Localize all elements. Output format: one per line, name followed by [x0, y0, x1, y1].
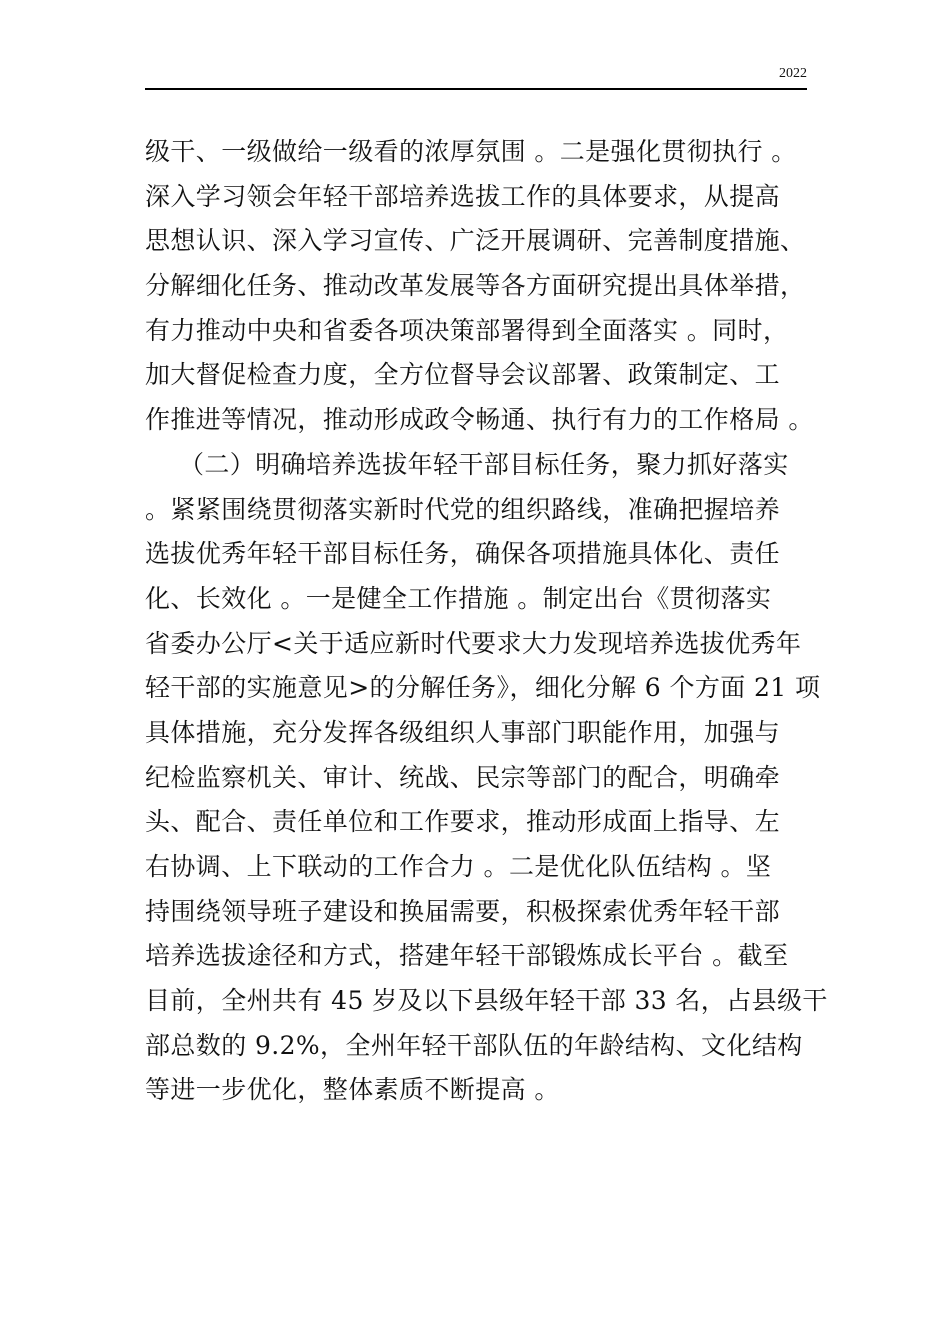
text-line: 有力推动中央和省委各项决策部署得到全面落实 。同时，: [145, 315, 789, 345]
text-line: 轻干部的实施意见>的分解任务》，细化分解 6 个方面 21 项: [145, 673, 821, 703]
header-year: 2022: [779, 66, 807, 81]
text-line: 持围绕领导班子建设和换届需要，积极探索优秀年轻干部: [145, 896, 781, 926]
text-line: 。紧紧围绕贯彻落实新时代党的组织路线，准确把握培养: [145, 494, 781, 524]
text-line: 分解细化任务、推动改革发展等各方面研究提出具体举措，: [145, 271, 806, 301]
page-header: [145, 58, 807, 90]
text-line: 纪检监察机关、审计、统战、民宗等部门的配合，明确牵: [145, 762, 781, 792]
text-line: 右协调、上下联动的工作合力 。二是优化队伍结构 。坚: [145, 852, 772, 881]
text-line: 等进一步优化，整体素质不断提高 。: [145, 1075, 560, 1105]
text-line: 化、长效化 。一是健全工作措施 。制定出台《贯彻落实: [145, 583, 772, 613]
text-line: 培养选拔途径和方式，搭建年轻干部锻炼成长平台 。截至: [145, 941, 789, 971]
text-line: 加大督促检查力度，全方位督导会议部署、政策制定、工: [145, 360, 781, 390]
text-line: 具体措施，充分发挥各级组织人事部门职能作用，加强与: [145, 717, 781, 747]
text-line: 目前，全州共有 45 岁及以下县级年轻干部 33 名，占县级干: [145, 986, 828, 1016]
text-line: 深入学习领会年轻干部培养选拔工作的具体要求，从提高: [145, 181, 781, 211]
text-line: 作推进等情况，推动形成政令畅通、执行有力的工作格局 。: [145, 405, 814, 435]
text-line: 头、配合、责任单位和工作要求，推动形成面上指导、左: [145, 807, 781, 837]
text-line: 部总数的 9.2%，全州年轻干部队伍的年龄结构、文化结构: [145, 1030, 803, 1060]
text-line: 级干、一级做给一级看的浓厚氛围 。二是强化贯彻执行 。: [145, 137, 797, 166]
document-body: [145, 130, 828, 1113]
text-line: 选拔优秀年轻干部目标任务，确保各项措施具体化、责任: [145, 539, 781, 569]
text-line: 省委办公厅<关于适应新时代要求大力发现培养选拔优秀年: [145, 628, 802, 658]
section-heading-line: （二）明确培养选拔年轻干部目标任务，聚力抓好落实: [179, 449, 789, 479]
text-line: 思想认识、深入学习宣传、广泛开展调研、完善制度措施、: [145, 226, 806, 256]
